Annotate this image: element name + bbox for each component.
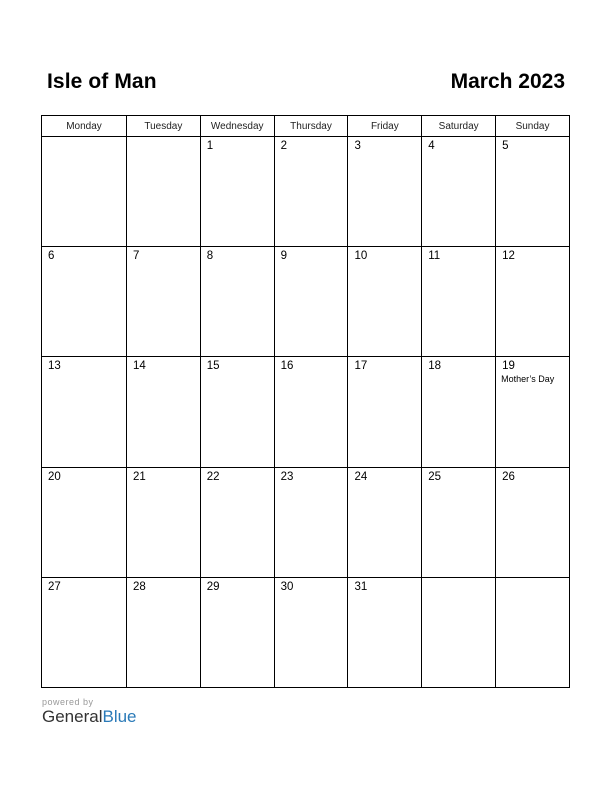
day-cell [200,577,274,687]
day-number: 22 [206,470,220,483]
weekday-header: Friday [348,116,422,137]
footer-branding [42,697,137,727]
day-cell [348,467,422,577]
day-cell-holiday [496,357,570,467]
day-cell [348,577,422,687]
day-cell [422,137,496,247]
day-number: 15 [206,360,220,373]
weekday-header: Sunday [496,116,570,137]
day-cell [126,357,200,467]
day-number: 14 [132,360,146,373]
day-cell [422,577,496,687]
day-cell [200,357,274,467]
day-cell [422,467,496,577]
powered-by-text: powered by [42,697,94,707]
day-number: 2 [280,140,288,152]
day-cell [496,137,570,247]
weekday-header: Tuesday [126,116,200,137]
day-number: 12 [502,250,515,263]
day-number: 18 [428,360,442,373]
day-number: 27 [48,580,61,593]
day-number [127,137,200,140]
day-number: 26 [502,470,515,483]
day-cell [274,247,348,357]
day-number: 9 [280,250,288,263]
day-cell [496,467,570,577]
day-number: 4 [428,140,435,152]
brand-blue: Blue [102,707,137,726]
day-number: 24 [354,470,368,483]
day-cell [126,137,200,247]
day-cell [42,247,127,357]
day-number: 7 [132,250,140,263]
brand-general: General [42,707,103,726]
day-cell [348,137,422,247]
day-number: 3 [354,140,361,152]
day-cell [274,137,348,247]
day-cell [126,247,200,357]
day-number: 28 [132,580,146,593]
day-number [422,578,495,581]
holiday-label: Mother’s Day [501,374,555,385]
day-number: 16 [280,360,294,373]
weekday-header-row [42,116,570,137]
day-number: 17 [354,360,368,373]
day-number: 30 [280,580,294,593]
day-number [496,578,569,581]
day-number: 20 [48,470,61,483]
day-number: 11 [428,250,441,263]
day-number: 6 [48,250,55,263]
day-cell [42,357,127,467]
day-cell [422,357,496,467]
day-cell [496,577,570,687]
day-number: 25 [428,470,442,483]
weekday-header: Monday [42,116,127,137]
week-row [42,357,570,467]
weekday-header: Thursday [274,116,348,137]
day-cell [348,357,422,467]
week-row [42,247,570,357]
week-row [42,467,570,577]
week-row [42,137,570,247]
week-row [42,577,570,687]
day-cell [274,467,348,577]
weekday-header: Wednesday [200,116,274,137]
day-cell [200,247,274,357]
day-number: 1 [206,140,214,152]
month-year-title: March 2023 [450,70,565,93]
day-cell [496,247,570,357]
region-title: Isle of Man [47,70,157,93]
brand-logo[interactable] [42,707,137,727]
day-number: 5 [502,140,509,152]
day-number [42,137,126,140]
day-cell [200,467,274,577]
day-cell [126,467,200,577]
day-number: 13 [48,360,61,373]
day-cell [200,137,274,247]
day-number: 19 [502,360,515,373]
day-number: 23 [280,470,294,483]
day-number: 29 [206,580,220,593]
day-number: 10 [354,250,368,263]
day-cell [42,137,127,247]
day-number: 21 [132,470,146,483]
calendar-grid [41,115,570,688]
day-number: 8 [206,250,214,263]
day-cell [274,577,348,687]
day-cell [422,247,496,357]
day-cell [42,577,127,687]
day-cell [42,467,127,577]
day-cell [126,577,200,687]
day-cell [274,357,348,467]
day-number: 31 [354,580,368,593]
day-cell [348,247,422,357]
weekday-header: Saturday [422,116,496,137]
